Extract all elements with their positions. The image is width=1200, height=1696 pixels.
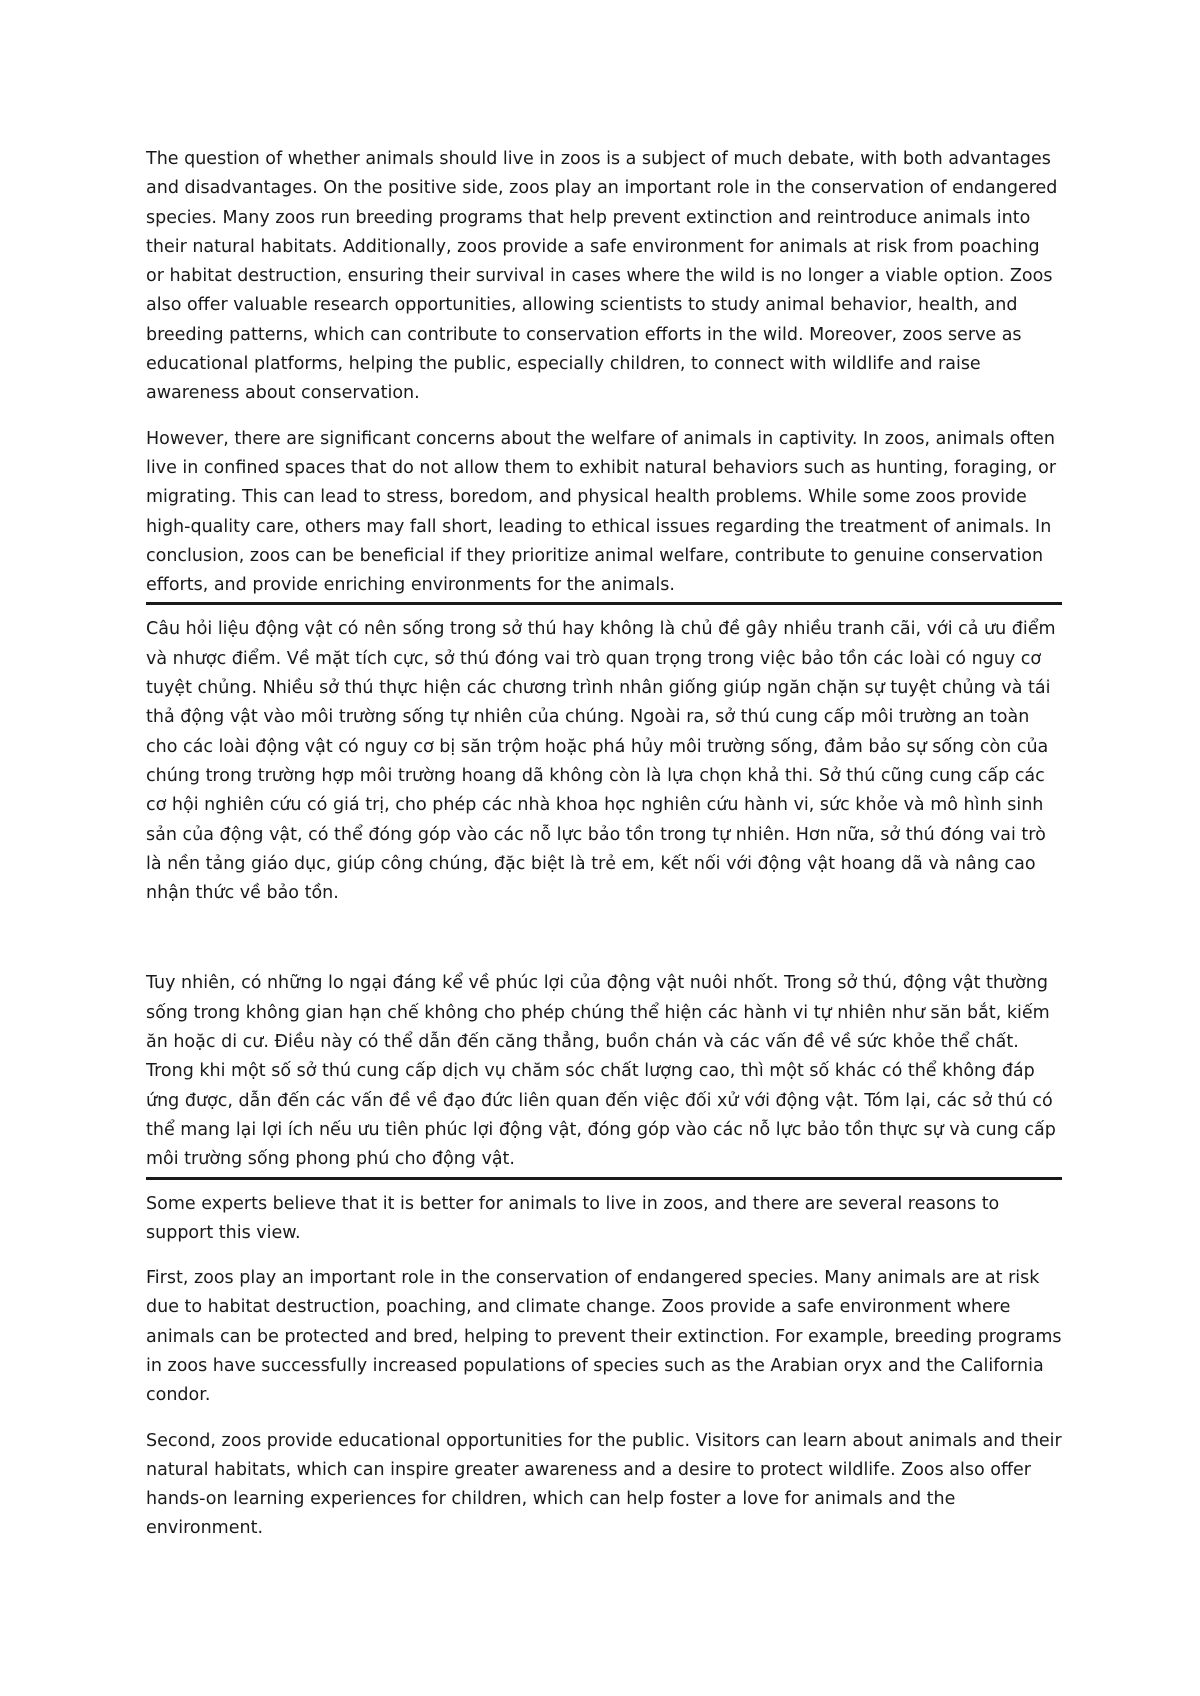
paragraph-experts: Some experts believe that it is better for animals to live in zoos, and there are several reasons to support this view.: [146, 1193, 1000, 1243]
paragraph-spacer: [146, 908, 1062, 969]
paragraph-spacer: [146, 1411, 1062, 1427]
paragraph-en-concerns: However, there are significant concerns about the welfare of animals in captivity. In zoos, animals often live in confined spaces that do not allow them to exhibit natural behaviors such as hunting, foraging, or migrating. This can lead to stress, boredom, and physical health problems. While some zoos provide high-quality care, others may fall short, leading to ethical issues regarding the treatment of animals. In conclusion, zoos can be beneficial if they prioritize animal welfare, contribute to genuine conservation efforts, and provide enriching environments for the animals.: [146, 428, 1057, 596]
horizontal-divider: [146, 602, 1062, 605]
paragraph-vi-intro: Câu hỏi liệu động vật có nên sống trong sở thú hay không là chủ đề gây nhiều tranh cãi, với cả ưu điểm và nhược điểm. Về mặt tích cực, sở thú đóng vai trò quan trọng trong việc bảo tồn các loài có nguy cơ tuyệt chủng. Nhiều sở thú thực hiện các chương trình nhân giống giúp ngăn chặn sự tuyệt chủng và tái thả động vật vào môi trường sống tự nhiên của chúng. Ngoài ra, sở thú cung cấp môi trường an toàn cho các loài động vật có nguy cơ bị săn trộm hoặc phá hủy môi trường sống, đảm bảo sự sống còn của chúng trong trường hợp môi trường hoang dã không còn là lựa chọn khả thi. Sở thú cũng cung cấp các cơ hội nghiên cứu có giá trị, cho phép các nhà khoa học nghiên cứu hành vi, sức khỏe và mô hình sinh sản của động vật, có thể đóng góp vào các nỗ lực bảo tồn trong tự nhiên. Hơn nữa, sở thú đóng vai trò là nền tảng giáo dục, giúp công chúng, đặc biệt là trẻ em, kết nối với động vật hoang dã và nâng cao nhận thức về bảo tồn.: [146, 619, 1056, 904]
paragraph-spacer: [146, 1248, 1062, 1264]
paragraph-first-reason: First, zoos play an important role in the conservation of endangered species. Many animals are at risk due to habitat destruction, poaching, and climate change. Zoos provide a safe environment where animals can be protected and bred, helping to prevent their extinction. For example, breeding programs in zoos have successfully increased populations of species such as the Arabian oryx and the California condor.: [146, 1268, 1062, 1406]
paragraph-vi-concerns: Tuy nhiên, có những lo ngại đáng kể về phúc lợi của động vật nuôi nhốt. Trong sở thú, động vật thường sống trong không gian hạn chế không cho phép chúng thể hiện các hành vi tự nhiên như săn bắt, kiếm ăn hoặc di cư. Điều này có thể dẫn đến căng thẳng, buồn chán và các vấn đề về sức khỏe thể chất. Trong khi một số sở thú cung cấp dịch vụ chăm sóc chất lượng cao, thì một số khác có thể không đáp ứng được, dẫn đến các vấn đề về đạo đức liên quan đến việc đối xử với động vật. Tóm lại, các sở thú có thể mang lại lợi ích nếu ưu tiên phúc lợi động vật, đóng góp vào các nỗ lực bảo tồn thực sự và cung cấp môi trường sống phong phú cho động vật.: [146, 973, 1056, 1170]
paragraph-spacer: [146, 409, 1062, 425]
paragraph-en-intro: The question of whether animals should live in zoos is a subject of much debate, with both advantages and disadvantages. On the positive side, zoos play an important role in the conservation of endangered species. Many zoos run breeding programs that help prevent extinction and reintroduce animals into their natural habitats. Additionally, zoos provide a safe environment for animals at risk from poaching or habitat destruction, ensuring their survival in cases where the wild is no longer a viable option. Zoos also offer valuable research opportunities, allowing scientists to study animal behavior, health, and breeding patterns, which can contribute to conservation efforts in the wild. Moreover, zoos serve as educational platforms, helping the public, especially children, to connect with wildlife and raise awareness about conservation.: [146, 149, 1058, 404]
document-page: [146, 145, 1062, 1544]
paragraph-second-reason: Second, zoos provide educational opportunities for the public. Visitors can learn about animals and their natural habitats, which can inspire greater awareness and a desire to protect wildlife. Zoos also offer hands-on learning experiences for children, which can help foster a love for animals and the environment.: [146, 1430, 1062, 1539]
horizontal-divider: [146, 1177, 1062, 1180]
